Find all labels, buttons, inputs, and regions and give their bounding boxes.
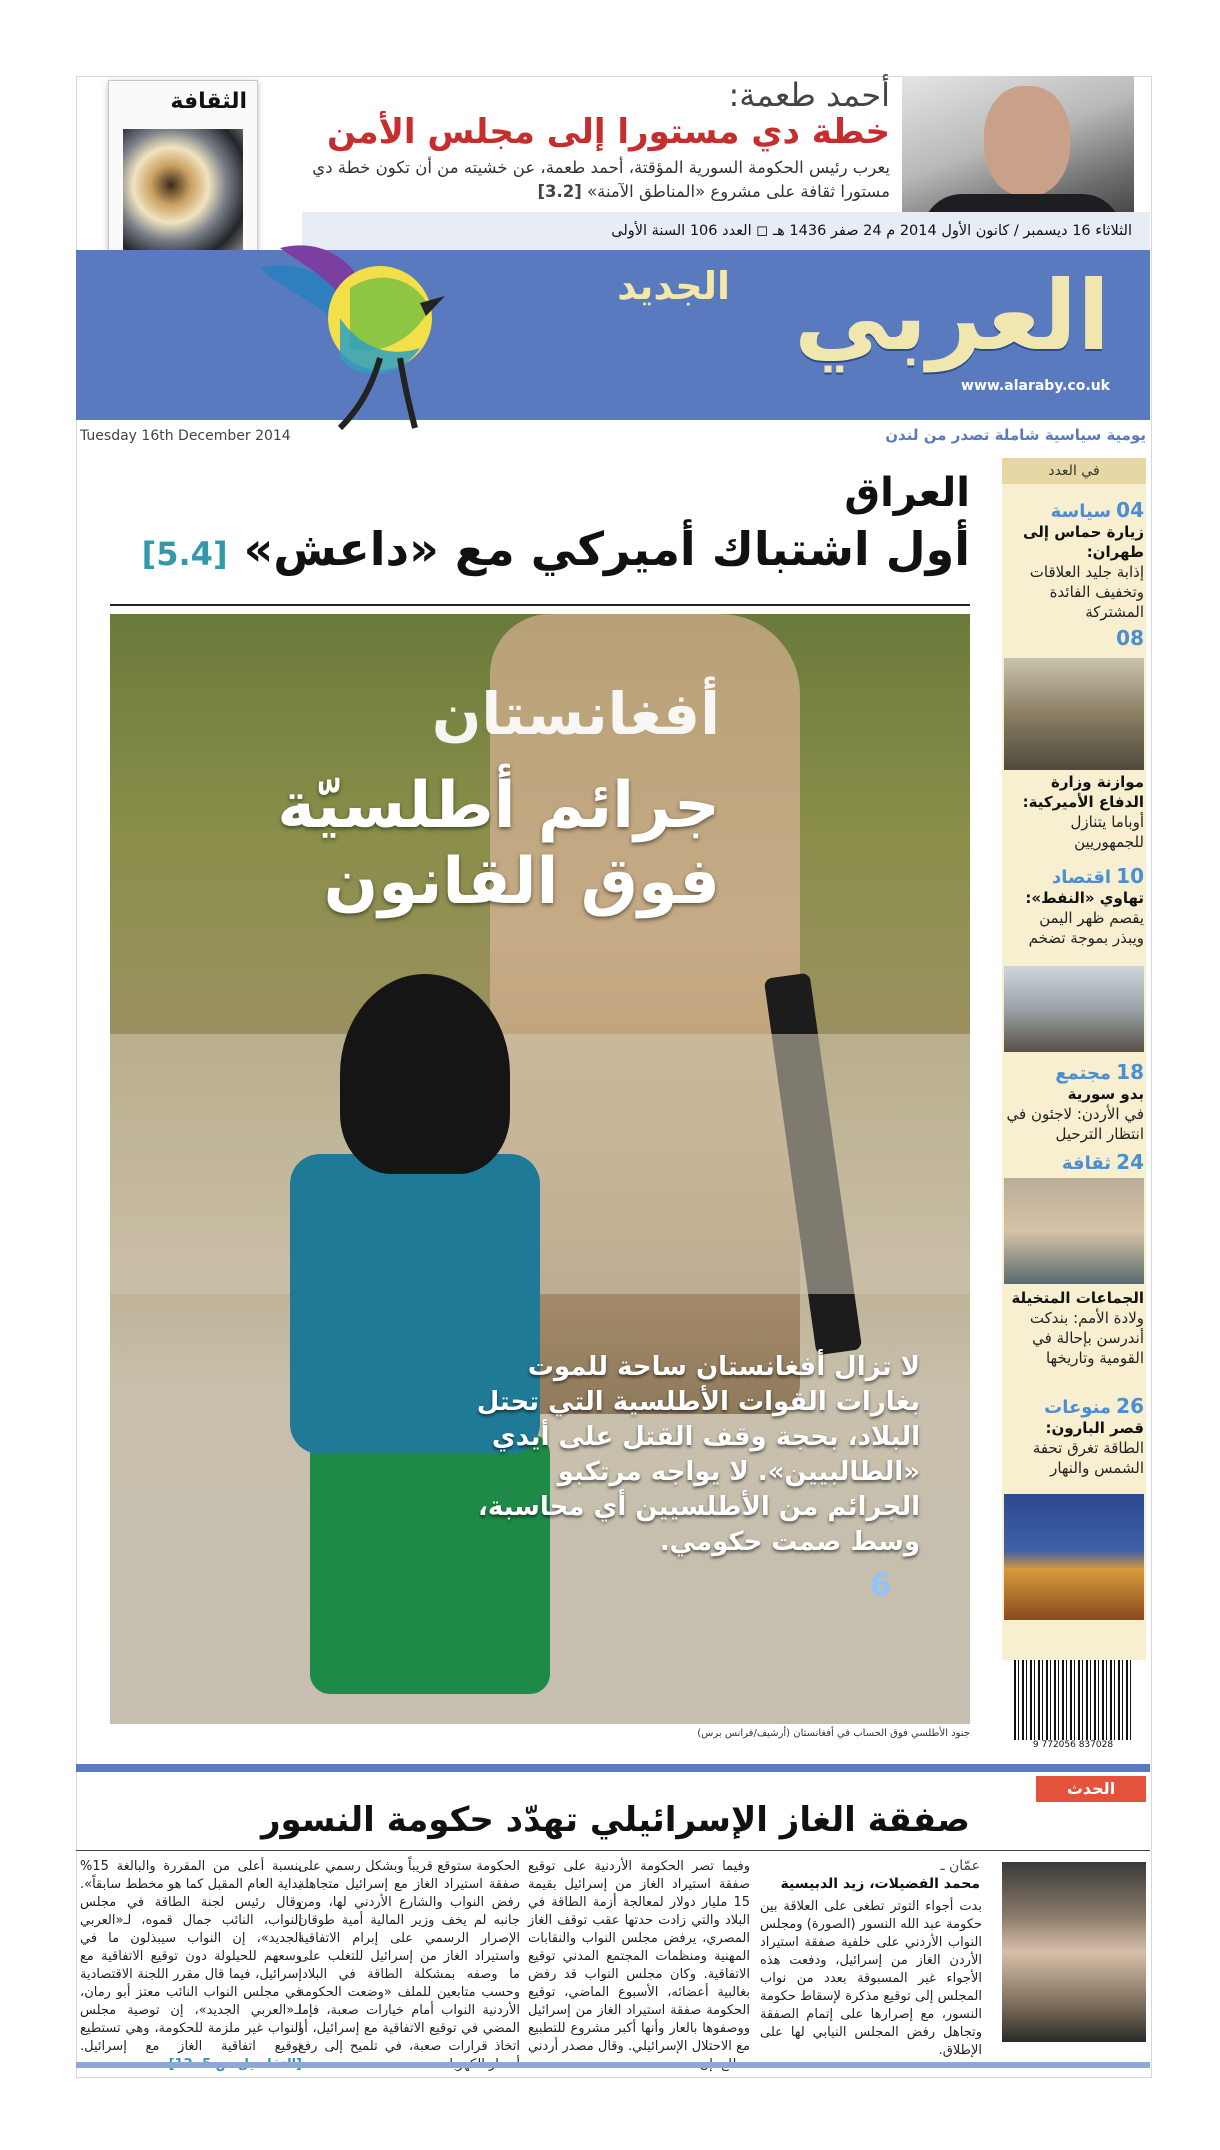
sidebar-item-culture[interactable] bbox=[1004, 1150, 1144, 1174]
second-story-photo bbox=[1002, 1862, 1146, 2042]
sidebar-item-section: ثقافة bbox=[1061, 1153, 1112, 1174]
byline-author: محمد الفضيلات، زيد الدبيسية bbox=[780, 1876, 980, 1892]
photo-girl bbox=[250, 974, 580, 1694]
sidebar-item-text: يقصم ظهر اليمن ويبذر بموجة تضخم bbox=[1028, 909, 1144, 947]
teaser-page-ref[interactable]: [3.2] bbox=[537, 182, 582, 201]
teaser-body bbox=[300, 156, 890, 204]
sidebar-item-section: سياسة bbox=[1050, 501, 1112, 522]
bird-logo-icon bbox=[240, 208, 470, 438]
article-column-3: الحكومة ستوقع قريباً وبشكل رسمي على صفقة استيراد الغاز مع إسرائيل متجاهلة رفض النواب والشارع الأردني لها، ومن جانبه لم يخف وزير المالية أمية طوقان الإصرار الرسمي على إبرام الاتفاقية واستيراد الغاز من إسرائيل للتغلب على ما وصفه بمشكلة الطاقة في البلاد. وحسب متابعين للملف «وضعت الحكومة الأردنية النواب أمام خيارات صعبة، فإما المضي في توقيع الاتفاقية مع إسرائيل، أو اتخاذ قرارات صعبة، في تلميح إلى رفع bbox=[298, 1859, 520, 2054]
sidebar-item-title: تهاوي «النفط»: bbox=[1025, 889, 1144, 907]
barcode bbox=[1014, 1660, 1132, 1740]
teaser-name: أحمد طعمة: bbox=[728, 76, 890, 114]
overlay-headline-line2: فوق القانون bbox=[323, 845, 720, 919]
byline-dateline: عمّان ـ bbox=[940, 1858, 980, 1874]
sidebar-item-text: الطاقة تغرق تحفة الشمس والنهار bbox=[1032, 1439, 1144, 1477]
barcode-number: 9 772056 837028 bbox=[1032, 1740, 1114, 1750]
overlay-page-ref[interactable]: 6 bbox=[870, 1568, 891, 1603]
sidebar-item-section: اقتصاد bbox=[1052, 867, 1112, 888]
sidebar-photo-author bbox=[1004, 1178, 1144, 1284]
main-headline-ref[interactable]: [5.4] bbox=[141, 535, 228, 573]
bottom-band bbox=[76, 2062, 1150, 2068]
tagline: يومية سياسية شاملة تصدر من لندن bbox=[885, 426, 1146, 444]
main-kicker: العراق bbox=[844, 470, 970, 516]
masthead-subtitle: الجديد bbox=[617, 264, 730, 308]
sidebar-item-economy[interactable] bbox=[1004, 864, 1144, 948]
sidebar-item-num: 04 bbox=[1116, 498, 1144, 522]
overlay-headline-line1: جرائم أطلسيّة bbox=[277, 769, 720, 843]
teaser-headline[interactable]: خطة دي مستورا إلى مجلس الأمن bbox=[326, 112, 890, 152]
sidebar-item-num: 26 bbox=[1116, 1394, 1144, 1418]
sidebar-item-text: في الأردن: لاجئون في انتظار الترحيل bbox=[1006, 1105, 1144, 1143]
article-column-1: بدت أجواء التوتر تطغى على العلاقة بين حكومة عبد الله النسور (الصورة) ومجلس النواب الأردني على خلفية صفقة استيراد الأردن الغاز من إسرائيل، ودفعت هذه الأجواء غير المسبوقة بعدد من نواب المجلس إلى توقيع مذكرة لإسقاط حكومة النسور، مع إصرارها على إتمام الصفقة وتجاهل رفض المجلس النيابي لها على الإطلاق. bbox=[760, 1899, 982, 2058]
sidebar-item-num: 18 bbox=[1116, 1060, 1144, 1084]
sidebar-item-defense[interactable] bbox=[1004, 626, 1144, 650]
sidebar-item-society[interactable] bbox=[1004, 1060, 1144, 1144]
sidebar-item-title: زيارة حماس إلى طهران: bbox=[1023, 523, 1144, 561]
supplement-thumb-title: الثقافة bbox=[170, 89, 247, 114]
second-story-band bbox=[76, 1764, 1150, 1772]
sidebar-item-title: قصر البارون: bbox=[1045, 1419, 1144, 1437]
sidebar-item-variety[interactable] bbox=[1004, 1394, 1144, 1478]
english-date: Tuesday 16th December 2014 bbox=[80, 428, 291, 444]
sidebar-item-text: إذابة جليد العلاقات وتخفيف الفائدة المشتركة bbox=[1029, 563, 1144, 621]
section-label: الحدث bbox=[1036, 1776, 1146, 1802]
overlay-paragraph: لا تزال أفغانستان ساحة للموت بغارات القوات الأطلسية التي تحتل البلاد، بحجة وقف القتل على أيدي «الطالبيين». لا يواجه مرتكبو الجرائم من الأطلسيين أي محاسبة، وسط صمت حكومي. bbox=[476, 1352, 920, 1557]
second-story-headline[interactable]: صفقة الغاز الإسرائيلي تهدّد حكومة النسور bbox=[260, 1800, 970, 1840]
sidebar-item-title: موازنة وزارة الدفاع الأميركية: bbox=[1022, 773, 1144, 811]
sidebar-item-section: منوعات bbox=[1044, 1397, 1112, 1418]
sidebar-header: في العدد bbox=[1002, 458, 1146, 484]
sidebar-photo-tanker bbox=[1004, 966, 1144, 1052]
masthead-url[interactable]: www.alaraby.co.uk bbox=[961, 378, 1110, 394]
photo-girl-scarf bbox=[340, 974, 510, 1174]
sidebar-item-section: مجتمع bbox=[1055, 1063, 1112, 1084]
sidebar-item-text: أوباما يتنازل للجمهوريين bbox=[1070, 813, 1144, 851]
teaser-body-text: يعرب رئيس الحكومة السورية المؤقتة، أحمد طعمة، عن خشيته من أن تكون خطة دي مستورا ثقافة على مشروع «المناطق الآمنة» bbox=[312, 158, 890, 201]
sidebar-item-num: 08 bbox=[1116, 626, 1144, 650]
sidebar-item-text: ولادة الأمم: بندكت أندرسن بإحالة في القومية وتاريخها bbox=[1029, 1309, 1144, 1367]
sidebar-photo-palace bbox=[1004, 1494, 1144, 1620]
article-column-2: وفيما تصر الحكومة الأردنية على توقيع صفقة استيراد الغاز من إسرائيل بقيمة 15 مليار دولار لمعالجة أزمة الطاقة في البلاد والتي زادت حدتها عقب توقف الغاز المصري، يرفض مجلس النواب والنقابات المهنية ومنظمات المجتمع المدني توقيع الاتفاقية. وكان مجلس النواب قد رفض بغالبية أعضائه، الأسبوع الماضي، توقيع الحكومة صفقة استيراد الغاز من إسرائيل ووصفوها بالعار وأنها أكبر مشروع للتطبيع مع الاحتلال الإسرائيلي. وقال مصدر أردني bbox=[528, 1859, 750, 2054]
overlay-country: أفغانستان bbox=[431, 680, 720, 748]
sidebar-item-culture-text[interactable] bbox=[1004, 1288, 1144, 1368]
dateline: الثلاثاء 16 ديسمبر / كانون الأول 2014 م 24 صفر 1436 هـ ◻ العدد 106 السنة الأولى bbox=[302, 212, 1150, 250]
sidebar-item-defense-text[interactable] bbox=[1004, 772, 1144, 852]
article-column-4 bbox=[80, 1858, 302, 2074]
supplement-thumb-artwork bbox=[123, 129, 243, 269]
headline-rule bbox=[110, 604, 970, 606]
overlay-headline[interactable] bbox=[120, 768, 720, 920]
sidebar-item-num: 10 bbox=[1116, 864, 1144, 888]
article-column-4-text: بنسبة أعلى من المقررة والبالغة 15% بداية العام المقبل كما هو مخطط سابقاً». وقال رئيس لجنة الطاقة في مجلس النواب، النائب جمال قموه، لـ«العربي الجديد»، إن النواب سيبذلون ما في وسعهم للحيلولة دون توقيع الاتفاقية مع إسرائيل، فيما قال مقرر اللجنة الاقتصادية في مجلس النواب النائب معتز أبو رمان، لـ«العربي الجديد»، إن توصية مجلس النواب غير ملزمة للحكومة، وهي تستطيع توقيع اتفاقية الغاز مع إسرائيل. bbox=[80, 1859, 302, 2054]
portrait-face bbox=[984, 86, 1070, 196]
sidebar-item-title: الجماعات المتخيلة bbox=[1011, 1289, 1144, 1307]
second-story-rule bbox=[76, 1850, 1150, 1851]
sidebar-item-num: 24 bbox=[1116, 1150, 1144, 1174]
masthead-title[interactable]: العربي bbox=[793, 260, 1110, 372]
main-headline[interactable] bbox=[100, 522, 970, 576]
photo-caption: جنود الأطلسي فوق الحساب في أفغانستان (أرشيف/فرانس برس) bbox=[697, 1728, 970, 1739]
sidebar-item-politics[interactable] bbox=[1004, 498, 1144, 622]
main-headline-text: أول اشتباك أميركي مع «داعش» bbox=[243, 522, 970, 576]
sidebar-photo-soldiers bbox=[1004, 658, 1144, 770]
sidebar-item-title: بدو سورية bbox=[1067, 1085, 1144, 1103]
